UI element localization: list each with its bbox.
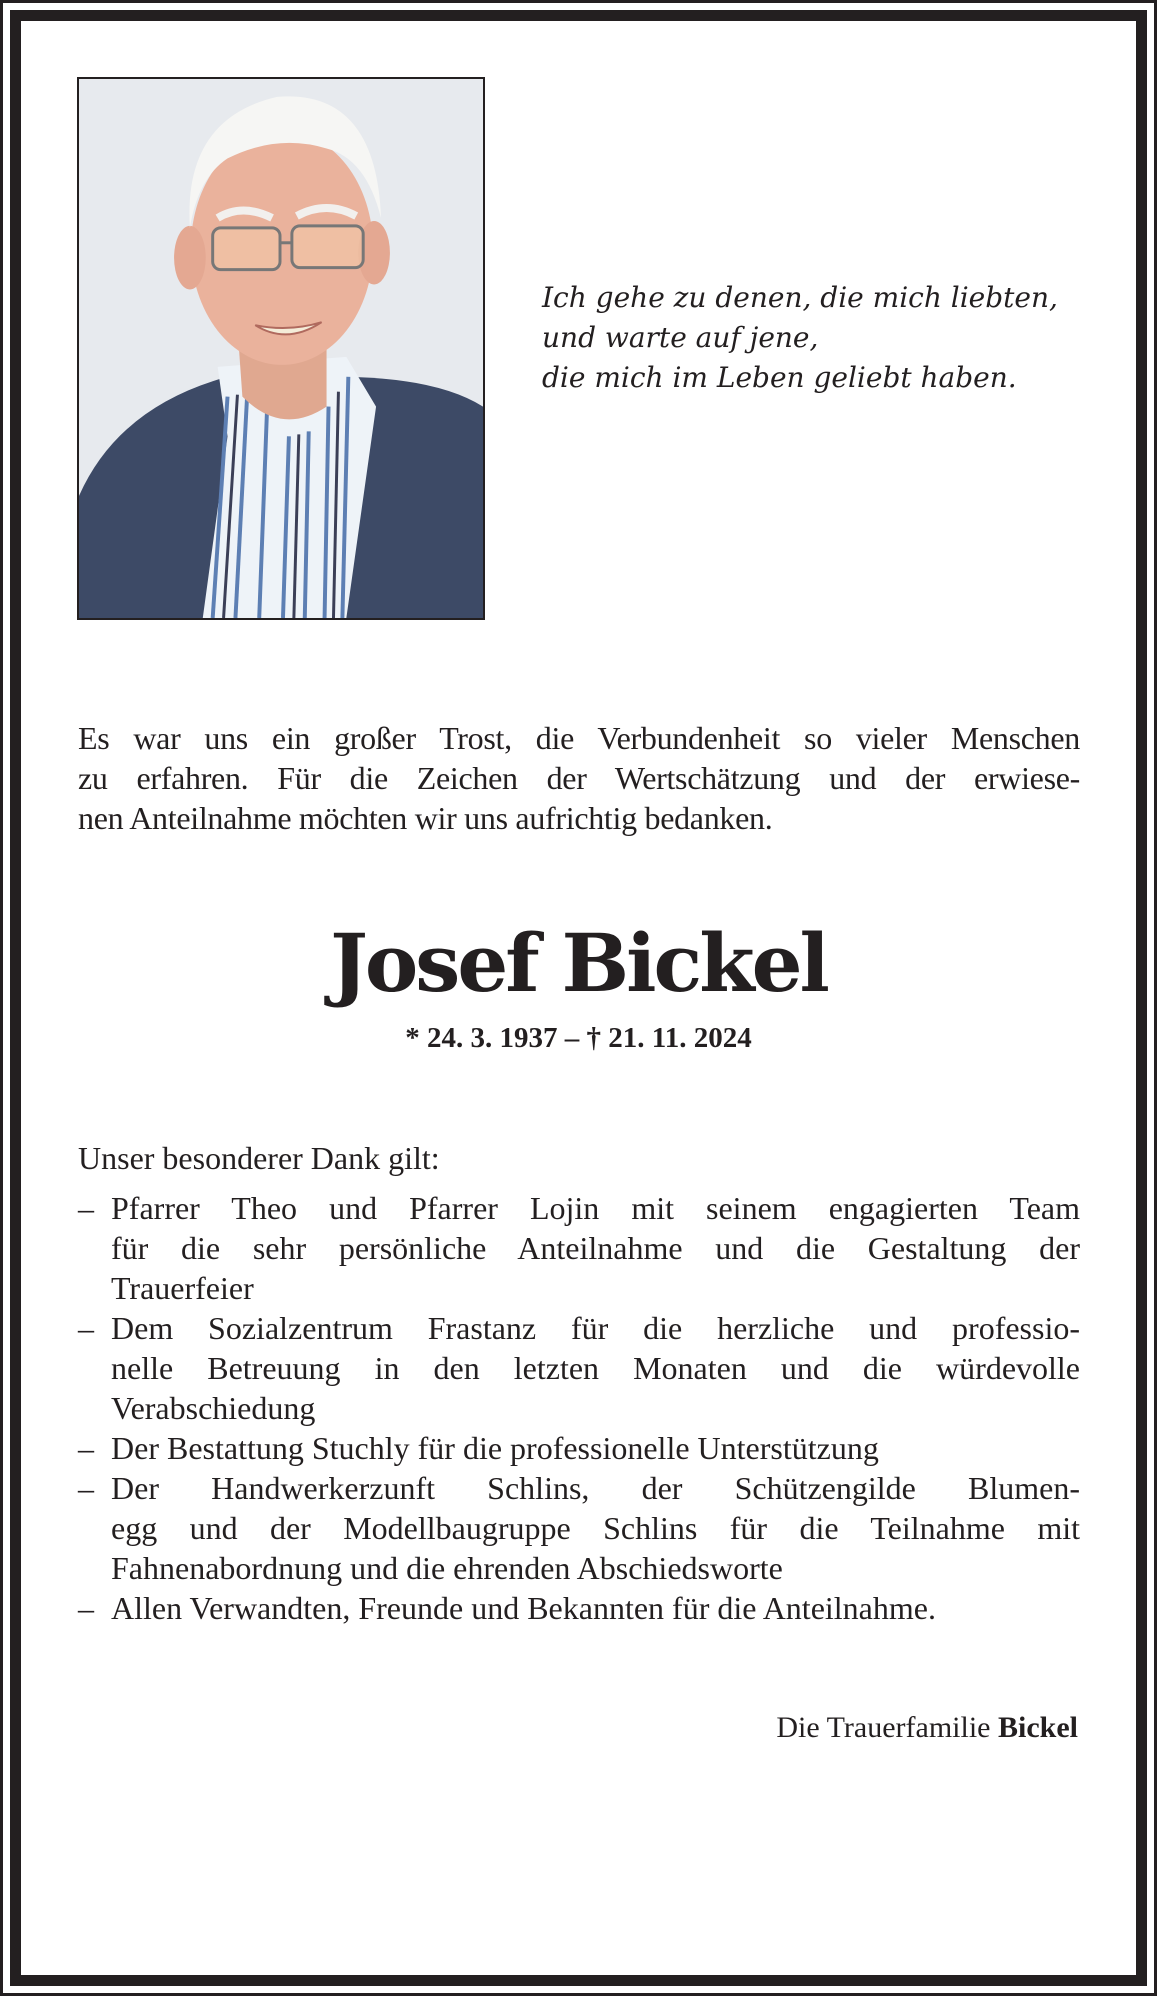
item-line: egg und der Modellbaugruppe Schlins für die Teilnahme mit [111, 1510, 1080, 1546]
item-line: für die sehr persönliche Anteilnahme und die Gestaltung der [111, 1230, 1080, 1266]
thanks-item [78, 1468, 1080, 1588]
quote-line: und warte auf jene, [542, 321, 819, 354]
item-line: nelle Betreuung in den letzten Monaten und die würdevolle [111, 1350, 1080, 1386]
paragraph-line: nen Anteilnahme möchten wir uns aufrichtig bedanken. [78, 800, 773, 836]
item-line: Dem Sozialzentrum Frastanz für die herzliche und professio- [111, 1310, 1080, 1346]
paragraph-line: Es war uns ein großer Trost, die Verbundenheit so vieler Menschen [78, 720, 1080, 756]
life-dates: * 24. 3. 1937 – † 21. 11. 2024 [405, 1022, 752, 1054]
dash-bullet: – [78, 1590, 94, 1626]
item-line: Fahnenabordnung und die ehrenden Abschiedsworte [111, 1550, 783, 1586]
item-line: Der Handwerkerzunft Schlins, der Schützengilde Blumen- [111, 1470, 1080, 1506]
portrait-photo [77, 77, 485, 620]
item-line: Verabschiedung [111, 1390, 316, 1426]
quote-line: die mich im Leben geliebt haben. [542, 361, 1017, 394]
item-line: Pfarrer Theo und Pfarrer Lojin mit seinem engagierten Team [111, 1190, 1080, 1226]
paragraph-line: zu erfahren. Für die Zeichen der Wertschätzung und der erwiese- [78, 760, 1080, 796]
thanks-item [78, 1428, 1080, 1468]
signature-family-name: Bickel [998, 1711, 1078, 1744]
item-line: Der Bestattung Stuchly für die professionelle Unterstützung [111, 1430, 879, 1466]
thank-you-paragraph [78, 718, 1080, 838]
thanks-item [78, 1308, 1080, 1428]
thanks-heading: Unser besonderer Dank gilt: [78, 1140, 440, 1176]
thanks-item [78, 1588, 1080, 1628]
family-signature [776, 1708, 1078, 1748]
quote-line: Ich gehe zu denen, die mich liebten, [542, 281, 1058, 314]
item-line: Trauerfeier [111, 1270, 254, 1306]
portrait-image [79, 79, 483, 618]
dash-bullet: – [78, 1430, 94, 1466]
signature-prefix: Die Trauerfamilie [776, 1711, 991, 1744]
dash-bullet: – [78, 1310, 94, 1346]
thanks-item [78, 1188, 1080, 1308]
deceased-name: Josef Bickel [330, 916, 827, 1010]
dash-bullet: – [78, 1190, 94, 1226]
dash-bullet: – [78, 1470, 94, 1506]
thanks-list [78, 1188, 1080, 1628]
memorial-quote [542, 278, 1062, 398]
item-line: Allen Verwandten, Freunde und Bekannten für die Anteilnahme. [111, 1590, 936, 1626]
